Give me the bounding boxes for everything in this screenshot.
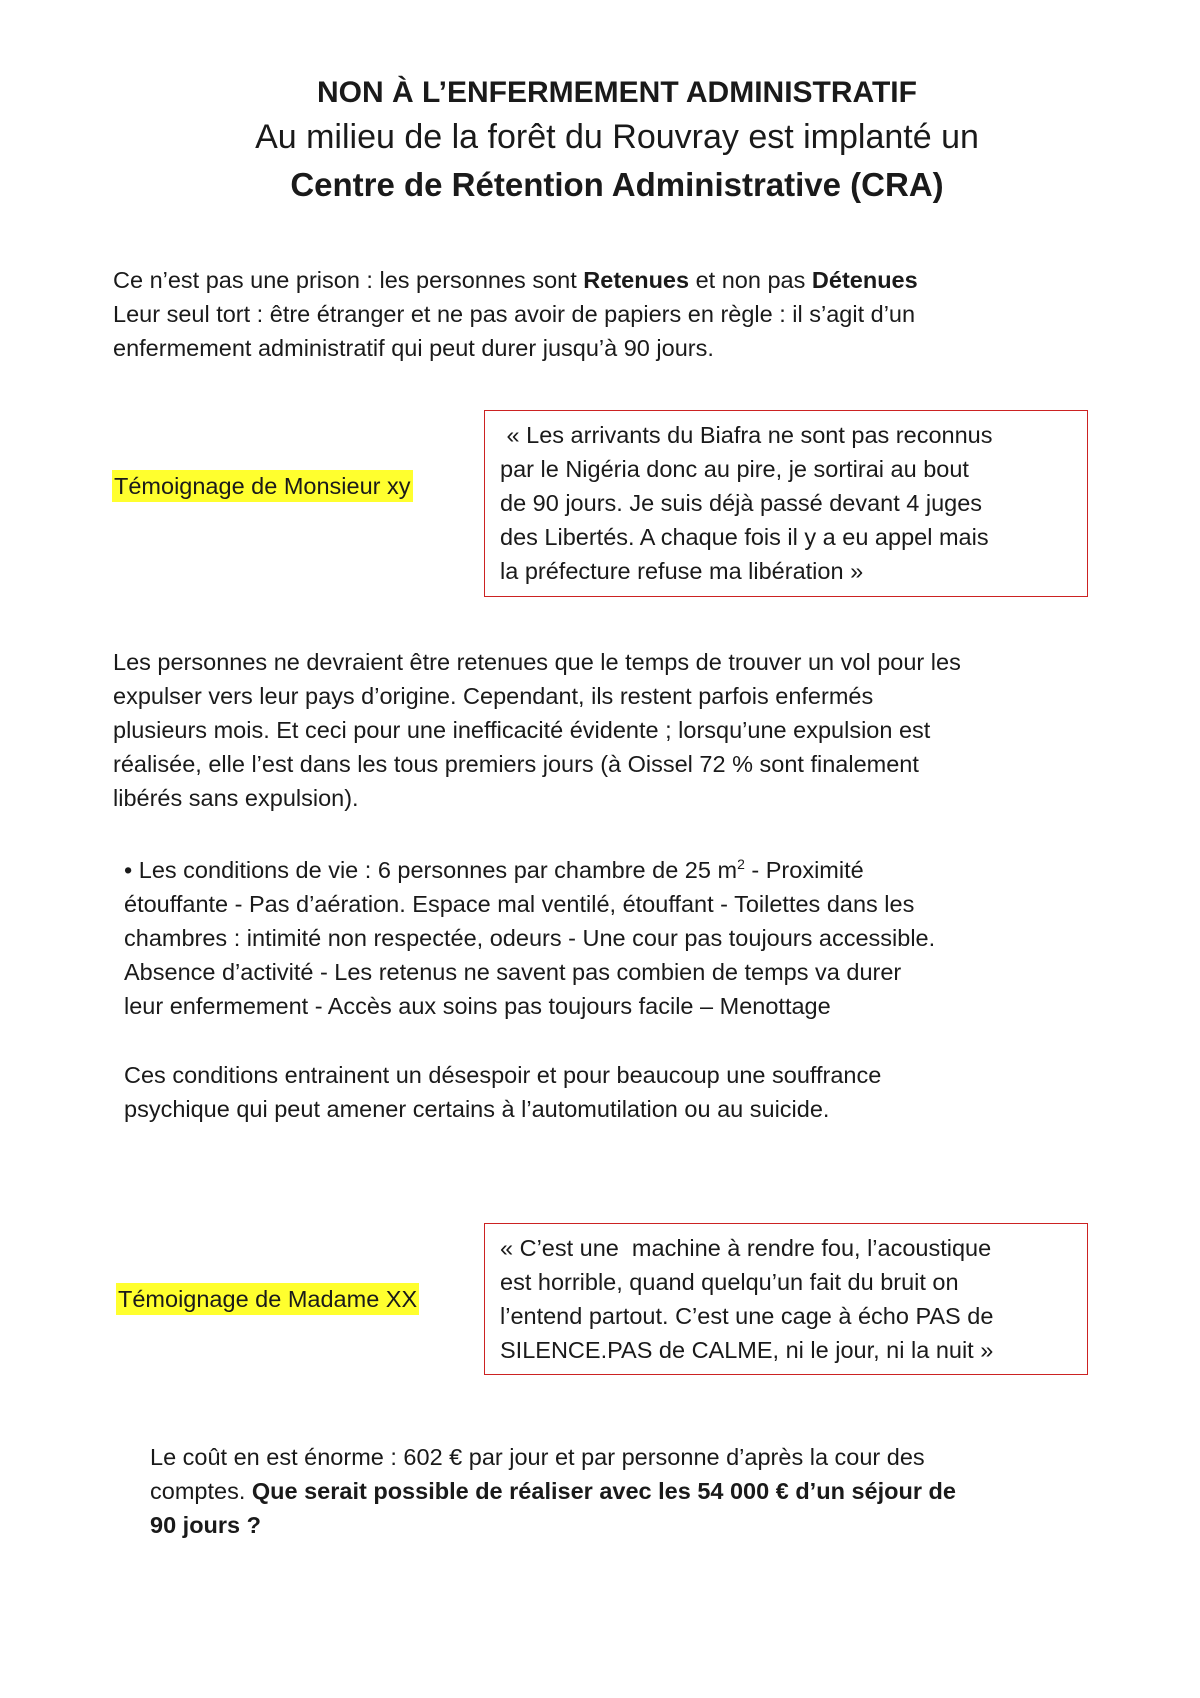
paragraph-line: plusieurs mois. Et ceci pour une inefficacité évidente ; lorsqu’une expulsion est [113,717,931,743]
cost-line-3 [150,1508,1110,1542]
testimony-label-monsieur: Témoignage de Monsieur xy [112,470,413,502]
bullet-text: • Les conditions de vie : 6 personnes par chambre de 25 m [124,857,738,883]
intro-line-2: Leur seul tort : être étranger et ne pas avoir de papiers en règle : il s’agit d’un [113,301,916,327]
cost-question-end: 90 jours ? [150,1512,262,1538]
bullet-line: chambres : intimité non respectée, odeurs - Une cour pas toujours accessible. [124,925,936,951]
quote-line: la préfecture refuse ma libération » [500,558,864,584]
detenues-word: Détenues [811,267,918,293]
cost-line-2 [150,1474,1110,1508]
expulsion-paragraph [113,645,1123,815]
paragraph-line: réalisée, elle l’est dans les tous premiers jours (à Oissel 72 % sont finalement [113,751,919,777]
paragraph-line: libérés sans expulsion). [113,785,359,811]
retenues-word: Retenues [583,267,690,293]
cost-question: Que serait possible de réaliser avec les 54 000 € d’un séjour de [251,1478,956,1504]
squared-superscript: 2 [737,856,745,873]
quote-line: « C’est une machine à rendre fou, l’acoustique [500,1235,992,1261]
quote-line: l’entend partout. C’est une cage à écho PAS de [500,1303,994,1329]
quote-line: de 90 jours. Je suis déjà passé devant 4 juges [500,490,983,516]
paragraph-line: psychique qui peut amener certains à l’automutilation ou au suicide. [124,1096,830,1122]
bullet-text: - Proximité [744,857,864,883]
testimony-label-madame: Témoignage de Madame XX [116,1283,419,1315]
quote-line: par le Nigéria donc au pire, je sortirai au bout [500,456,969,482]
bullet-line: étouffante - Pas d’aération. Espace mal ventilé, étouffant - Toilettes dans les [124,891,915,917]
bullet-line-1 [124,853,1124,887]
living-conditions-bullet [124,853,1124,1023]
subtitle-bold: Centre de Rétention Administrative (CRA) [290,166,944,203]
cost-line-1: Le coût en est énorme : 602 € par jour et par personne d’après la cour des [150,1444,925,1470]
quote-line: « Les arrivants du Biafra ne sont pas reconnus [500,422,993,448]
main-title: NON À L’ENFERMEMENT ADMINISTRATIF [317,76,917,109]
title-block [0,74,1200,208]
quote-line: SILENCE.PAS de CALME, ni le jour, ni la nuit » [500,1337,994,1363]
intro-line-1 [113,263,1123,297]
cost-text: comptes. [150,1478,252,1504]
paragraph-line: Les personnes ne devraient être retenues que le temps de trouver un vol pour les [113,649,961,675]
intro-line-3: enfermement administratif qui peut durer jusqu’à 90 jours. [113,335,714,361]
consequences-paragraph [124,1058,1124,1126]
paragraph-line: Ces conditions entrainent un désespoir et pour beaucoup une souffrance [124,1062,882,1088]
cost-paragraph [150,1440,1110,1542]
intro-text: et non pas [689,267,812,293]
bullet-line: Absence d’activité - Les retenus ne savent pas combien de temps va durer [124,959,902,985]
subtitle: Au milieu de la forêt du Rouvray est implanté un [255,118,979,156]
quote-line: est horrible, quand quelqu’un fait du bruit on [500,1269,959,1295]
testimony-quote-madame [484,1223,1088,1375]
intro-paragraph [113,263,1123,365]
testimony-quote-monsieur [484,410,1088,597]
bullet-line: leur enfermement - Accès aux soins pas toujours facile – Menottage [124,993,831,1019]
paragraph-line: expulser vers leur pays d’origine. Cependant, ils restent parfois enfermés [113,683,874,709]
intro-text: Ce n’est pas une prison : les personnes sont [113,267,584,293]
quote-line: des Libertés. A chaque fois il y a eu appel mais [500,524,989,550]
